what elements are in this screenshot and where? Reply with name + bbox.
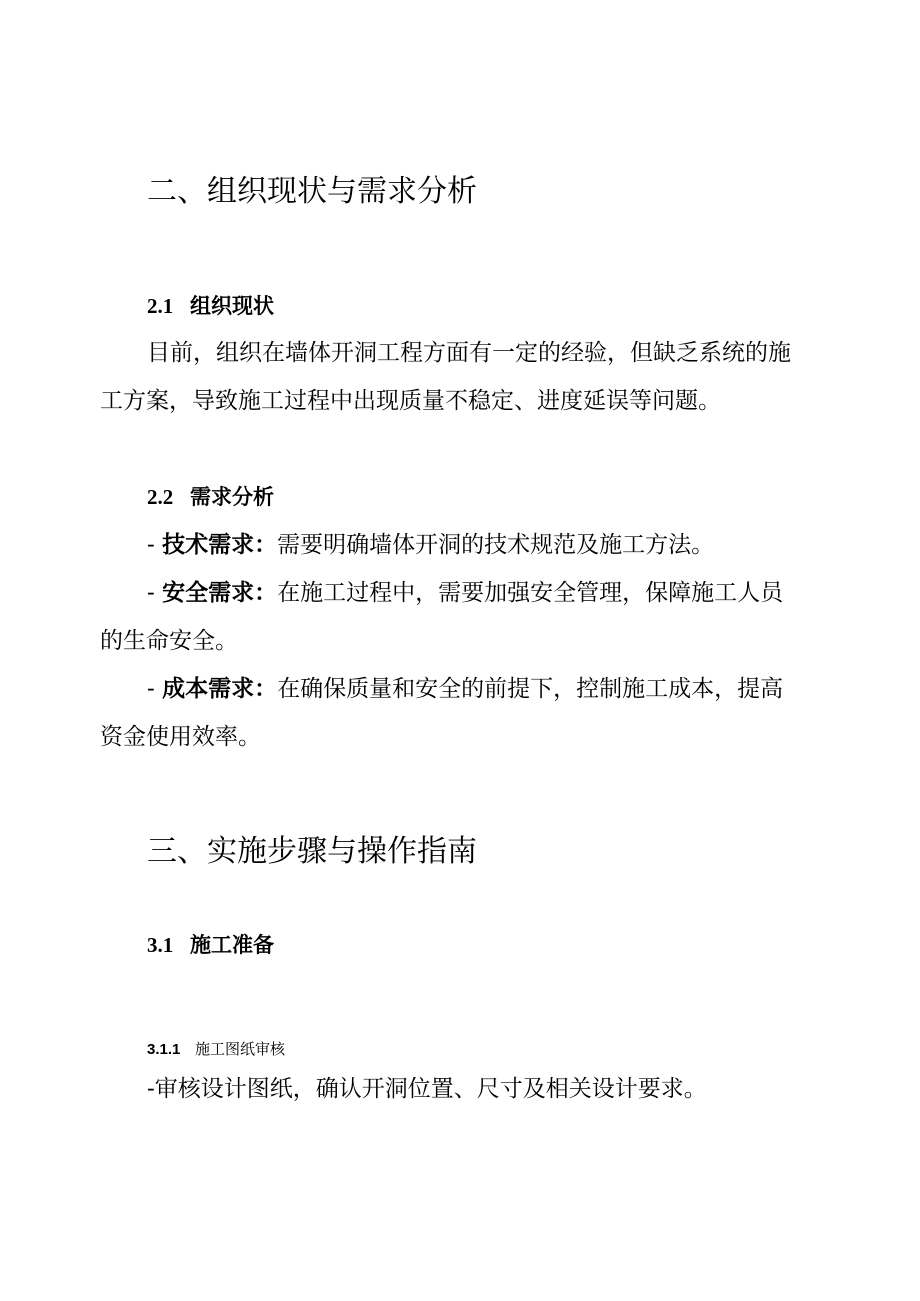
subsection-3-1-number: 3.1	[147, 933, 174, 957]
subsection-3-1-1-number: 3.1.1	[147, 1041, 181, 1058]
requirement-text-technical: 需要明确墙体开洞的技术规范及施工方法。	[277, 532, 715, 558]
subsection-3-1-1-paragraph: -审核设计图纸，确认开洞位置、尺寸及相关设计要求。	[147, 1076, 707, 1102]
list-dash: -	[147, 532, 155, 558]
requirement-text-safety: 在施工过程中，需要加强安全管理，保障施工人员	[277, 580, 784, 606]
subsection-3-1-heading	[147, 929, 274, 959]
requirement-text-safety-line-2: 的生命安全。	[100, 628, 238, 654]
subsection-2-2-title: 需求分析	[190, 485, 274, 509]
subsection-2-1-title: 组织现状	[190, 294, 274, 318]
subsection-2-1-number: 2.1	[147, 294, 174, 318]
subsection-3-1-title: 施工准备	[190, 933, 274, 957]
subsection-2-2-number: 2.2	[147, 485, 174, 509]
list-dash: -	[147, 580, 155, 606]
subsection-3-1-1-title: 施工图纸审核	[195, 1040, 286, 1058]
requirement-text-cost-line-2: 资金使用效率。	[100, 724, 261, 750]
section-2-heading: 二、组织现状与需求分析	[147, 174, 477, 209]
subsection-2-2-heading	[147, 481, 274, 511]
requirement-label-technical: 技术需求：	[162, 532, 278, 558]
subsection-2-1-paragraph-line-2: 工方案，导致施工过程中出现质量不稳定、进度延误等问题。	[100, 388, 721, 414]
requirement-label-cost: 成本需求：	[162, 676, 278, 702]
section-3-heading: 三、实施步骤与操作指南	[147, 834, 477, 869]
subsection-2-1-paragraph-line-1: 目前，组织在墙体开洞工程方面有一定的经验，但缺乏系统的施	[147, 340, 791, 366]
requirement-item-cost	[147, 674, 783, 704]
requirement-label-safety: 安全需求：	[162, 580, 278, 606]
list-dash: -	[147, 676, 155, 702]
requirement-item-safety	[147, 578, 783, 608]
subsection-3-1-1-heading	[147, 1038, 285, 1059]
requirement-text-cost: 在确保质量和安全的前提下，控制施工成本，提高	[277, 676, 784, 702]
requirement-item-technical	[147, 530, 714, 560]
subsection-2-1-heading	[147, 290, 274, 320]
